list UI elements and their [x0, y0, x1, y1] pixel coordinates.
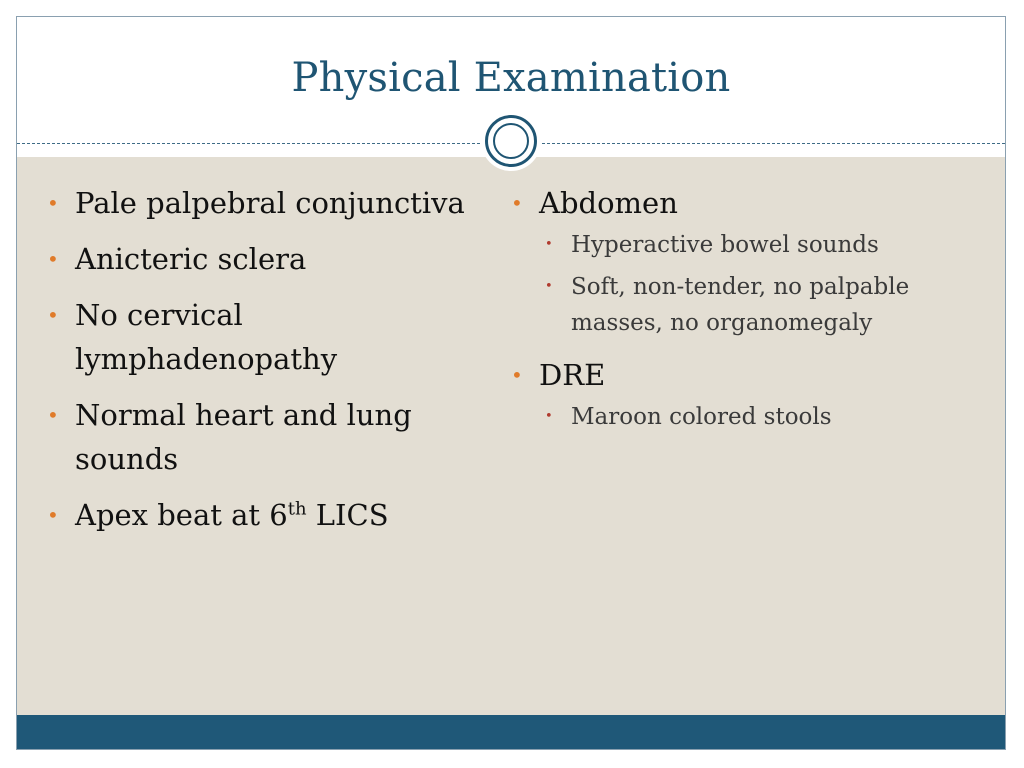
sub-bullet-icon: •: [545, 237, 553, 252]
bullet-icon: •: [47, 191, 59, 215]
sub-bullet-list: [539, 399, 987, 435]
bullet-icon: •: [47, 403, 59, 427]
list-item: [43, 493, 483, 537]
sub-list-item: [539, 269, 987, 341]
bullet-text: Pale palpebral conjunctiva: [75, 186, 465, 220]
ring-inner: [493, 123, 529, 159]
ordinal-superscript: th: [287, 498, 307, 520]
right-bullet-list: [507, 181, 987, 447]
bullet-icon: •: [47, 503, 59, 527]
list-item: [43, 237, 483, 281]
bullet-text: Normal heart and lung sounds: [75, 398, 412, 476]
footer-bar: [17, 715, 1005, 750]
bullet-text: DRE: [539, 358, 606, 392]
sub-bullet-text: Maroon colored stools: [571, 404, 832, 430]
bullet-text-tail: LICS: [306, 498, 389, 532]
bullet-icon: •: [511, 363, 523, 387]
bullet-text: Anicteric sclera: [75, 242, 307, 276]
list-item: [507, 353, 987, 435]
list-item: [43, 181, 483, 225]
sub-bullet-icon: •: [545, 409, 553, 424]
bullet-text: Abdomen: [539, 186, 678, 220]
list-item: [43, 393, 483, 481]
sub-bullet-icon: •: [545, 279, 553, 294]
bullet-text: No cervical lymphadenopathy: [75, 298, 338, 376]
slide: [16, 16, 1006, 750]
sub-bullet-list: [539, 227, 987, 341]
sub-list-item: [539, 227, 987, 263]
sub-bullet-text: Soft, non-tender, no palpable masses, no organomegaly: [571, 274, 910, 336]
list-item: [507, 181, 987, 341]
bullet-text-main: Apex beat at 6: [75, 498, 288, 532]
list-item: [43, 293, 483, 381]
slide-title: Physical Examination: [291, 55, 731, 101]
bullet-icon: •: [47, 303, 59, 327]
sub-bullet-text: Hyperactive bowel sounds: [571, 232, 879, 258]
bullet-icon: •: [511, 191, 523, 215]
bullet-text: [75, 498, 389, 532]
double-ring-icon: [485, 115, 537, 167]
bullet-icon: •: [47, 247, 59, 271]
sub-list-item: [539, 399, 987, 435]
left-bullet-list: [43, 181, 483, 549]
